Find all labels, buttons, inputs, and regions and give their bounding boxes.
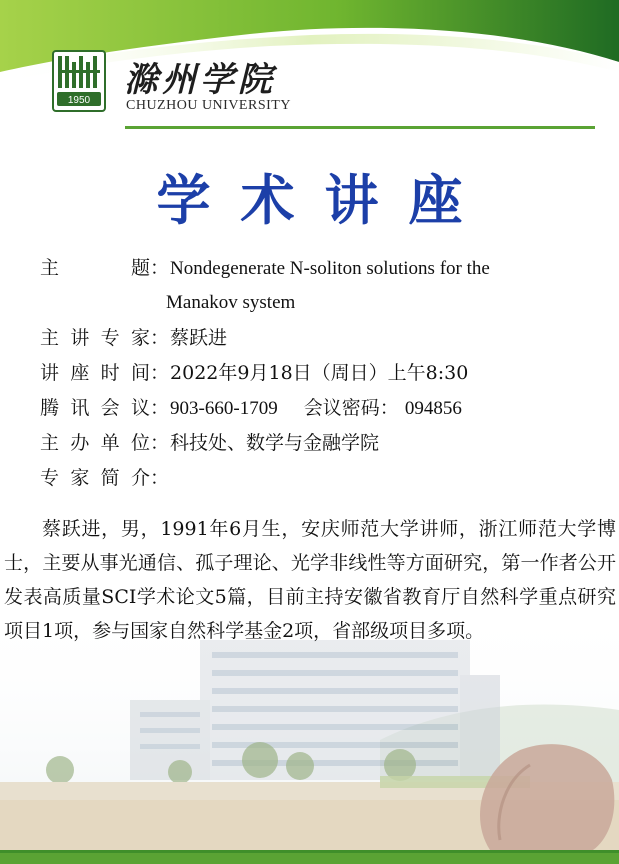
poster-title: 学术讲座 (156, 169, 493, 232)
host-label: 主办单位 (40, 432, 150, 454)
colon: ： (150, 432, 170, 454)
password-label: 会议密码： (303, 397, 399, 419)
university-logo (52, 50, 106, 112)
colon: ： (150, 327, 170, 349)
topic-label: 主 题 (40, 257, 150, 279)
colon: ： (150, 467, 170, 489)
time-row (40, 357, 600, 389)
meeting-id: 903-660-1709 (170, 398, 278, 419)
colon: ： (150, 362, 170, 384)
speaker-bio: 蔡跃进，男，1991年6月生，安庆师范大学讲师，浙江师范大学博士，主要从事光通信、孤子理论、光学非线性等方面研究，第一作者公开发表高质量SCI学术论文5篇，目前主持安徽省教育厅自然科学重点研究项目1项，参与国家自然科学基金2项，省部级项目多项。 (4, 518, 616, 642)
host-row (40, 427, 600, 459)
host-org: 科技处、数学与金融学院 (170, 432, 380, 454)
topic-line2: Manakov system (166, 292, 296, 313)
meeting-password: 094856 (404, 398, 462, 419)
speaker-name: 蔡跃进 (170, 327, 228, 349)
meeting-row (40, 392, 600, 425)
lecture-time: 2022年9月18日（周日）上午8:30 (170, 362, 469, 384)
meeting-label: 腾讯会议 (40, 397, 150, 419)
colon: ： (150, 397, 170, 419)
speaker-label: 主讲专家 (40, 327, 150, 349)
speaker-row (40, 322, 600, 354)
topic-line1: Nondegenerate N-soliton solutions for the (170, 258, 490, 279)
bio-row (40, 462, 600, 494)
time-label: 讲座时间 (40, 362, 150, 384)
school-name-en: CHUZHOU UNIVERSITY (126, 98, 291, 113)
topic-row (40, 252, 600, 285)
topic-row-2 (166, 286, 619, 319)
school-name-cn: 滁州学院 (124, 60, 276, 100)
colon: ： (150, 257, 170, 279)
bio-label: 专家简介 (40, 467, 150, 489)
logo-year: 1950 (67, 95, 91, 106)
